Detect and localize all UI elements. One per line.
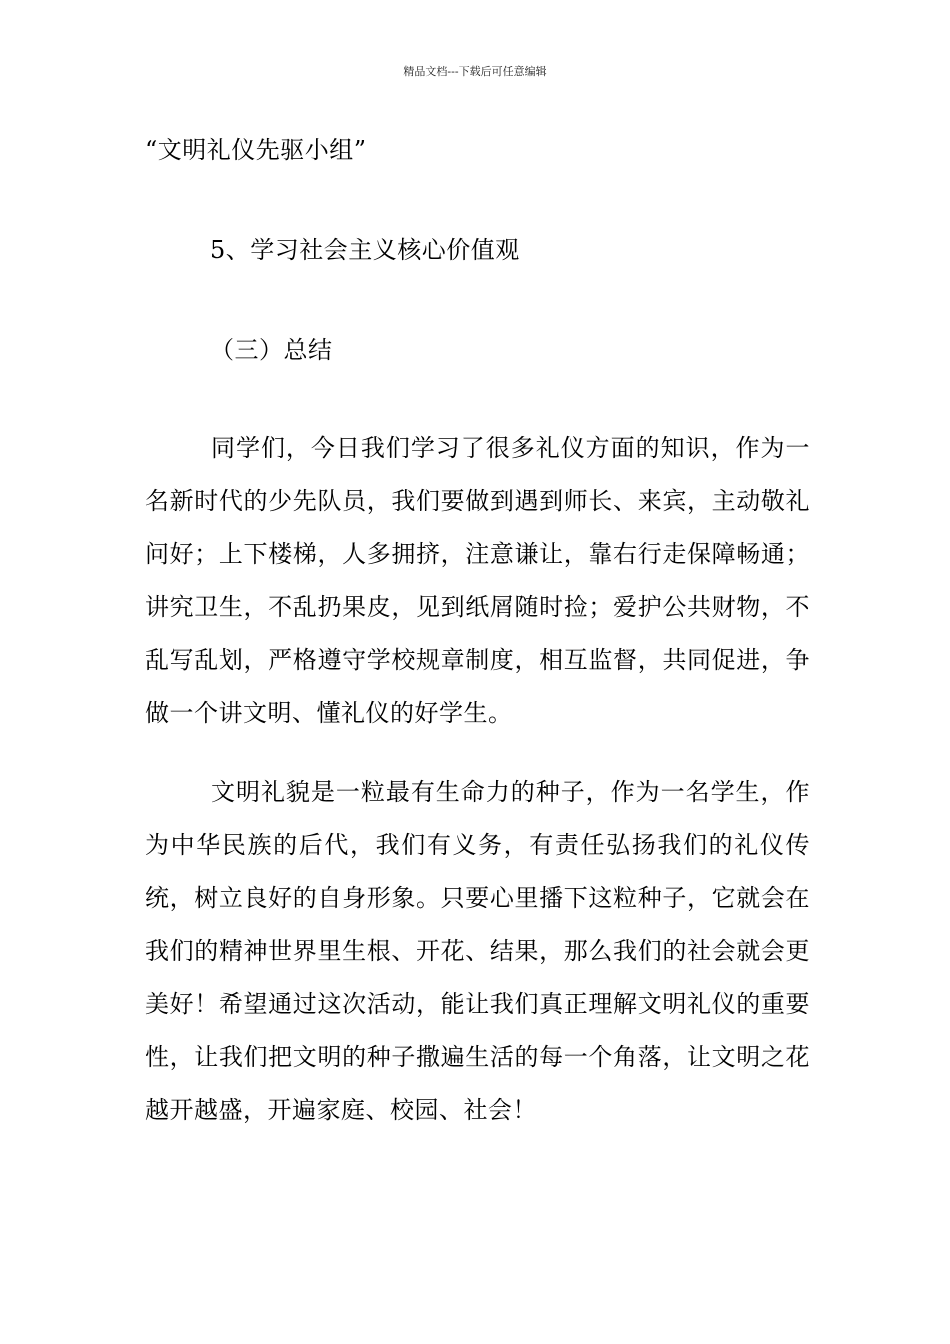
summary-paragraph-1: 同学们，今日我们学习了很多礼仪方面的知识，作为一名新时代的少先队员，我们要做到遇到师长、来宾，主动敬礼问好；上下楼梯，人多拥挤，注意谦让，靠右行走保障畅通；讲究卫生，不乱扔果皮，见到纸屑随时捡；爱护公共财物，不乱写乱划，严格遵守学校规章制度，相互监督，共同促进，争做一个讲文明、懂礼仪的好学生。 xyxy=(145,434,810,727)
group-name-line: “文明礼仪先驱小组” xyxy=(145,136,367,164)
summary-paragraph-2: 文明礼貌是一粒最有生命力的种子，作为一名学生，作为中华民族的后代，我们有义务，有责任弘扬我们的礼仪传统，树立良好的自身形象。只要心里播下这粒种子，它就会在我们的精神世界里生根、开花、结果，那么我们的社会就会更美好！希望通过这次活动，能让我们真正理解文明礼仪的重要性，让我们把文明的种子撒遍生活的每一个角落，让文明之花越开越盛，开遍家庭、校园、社会！ xyxy=(145,778,810,1124)
page-header: 精品文档---下载后可任意编辑 xyxy=(403,65,547,78)
section-heading-summary: （三）总结 xyxy=(210,336,333,364)
list-item-5: 5、学习社会主义核心价值观 xyxy=(210,236,520,264)
